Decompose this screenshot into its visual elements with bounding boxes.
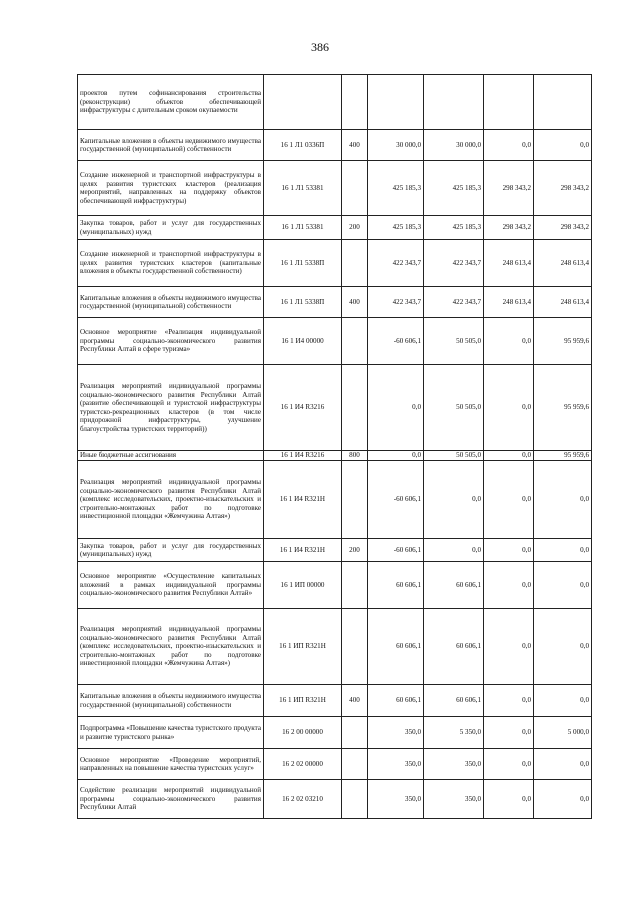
row-title: Содействие реализации мероприятий индивидуальной программы социально-экономического развития Республики Алтай	[78, 780, 264, 819]
value-col-2: 350,0	[424, 780, 484, 819]
target-code: 16 1 ИП 00000	[264, 562, 342, 609]
row-title: Закупка товаров, работ и услуг для государственных (муниципальных) нужд	[78, 216, 264, 240]
value-col-3: 0,0	[484, 562, 534, 609]
value-col-3	[484, 75, 534, 130]
value-col-2: 50 505,0	[424, 365, 484, 451]
value-col-3: 0,0	[484, 539, 534, 562]
target-code: 16 1 ИП R321Н	[264, 609, 342, 685]
value-col-4: 5 000,0	[534, 717, 592, 749]
value-col-4: 95 959,6	[534, 365, 592, 451]
value-col-3: 298 343,2	[484, 216, 534, 240]
value-col-3: 0,0	[484, 717, 534, 749]
value-col-2: 60 606,1	[424, 609, 484, 685]
table-row	[78, 562, 592, 609]
value-col-3: 0,0	[484, 609, 534, 685]
value-col-4: 248 613,4	[534, 240, 592, 287]
value-col-1: -60 606,1	[368, 539, 424, 562]
value-col-2: 50 505,0	[424, 318, 484, 365]
row-title: проектов путем софинансирования строительства (реконструкции) объектов обеспечивающей инфраструктуры с длительным сроком окупаемости	[78, 75, 264, 130]
value-col-2: 60 606,1	[424, 562, 484, 609]
row-title: Реализация мероприятий индивидуальной программы социально-экономического развития Республики Алтай (комплекс исследовательских, проектно-изыскательских и строительно-монтажных работ по подготовке инвестиционной площадки «Жемчужина Алтая»)	[78, 461, 264, 539]
value-col-3: 248 613,4	[484, 287, 534, 318]
row-title: Реализация мероприятий индивидуальной программы социально-экономического развития Республики Алтай (развитие обеспечивающей и туристской инфраструктуры туристско-рекреационных кластеров (в том числе придорожной инфраструктуры, улучшение благоустройства туристских территорий))	[78, 365, 264, 451]
target-code	[264, 75, 342, 130]
table-row	[78, 451, 592, 461]
value-col-2: 350,0	[424, 749, 484, 780]
row-title: Закупка товаров, работ и услуг для государственных (муниципальных) нужд	[78, 539, 264, 562]
budget-table-body	[78, 75, 592, 819]
row-title: Основное мероприятие «Проведение мероприятий, направленных на повышение качества туристских услуг»	[78, 749, 264, 780]
expense-type	[342, 609, 368, 685]
value-col-3: 0,0	[484, 685, 534, 717]
table-row	[78, 685, 592, 717]
value-col-1: -60 606,1	[368, 461, 424, 539]
expense-type: 200	[342, 539, 368, 562]
value-col-2	[424, 75, 484, 130]
table-row	[78, 318, 592, 365]
expense-type: 400	[342, 130, 368, 161]
value-col-2: 60 606,1	[424, 685, 484, 717]
expense-type	[342, 75, 368, 130]
target-code: 16 2 00 00000	[264, 717, 342, 749]
target-code: 16 1 И4 00000	[264, 318, 342, 365]
value-col-2: 0,0	[424, 461, 484, 539]
value-col-2: 425 185,3	[424, 216, 484, 240]
row-title: Реализация мероприятий индивидуальной программы социально-экономического развития Республики Алтай (комплекс исследовательских, проектно-изыскательских и строительно-монтажных работ по подготовке инвестиционной площадки «Жемчужина Алтая»)	[78, 609, 264, 685]
value-col-1	[368, 75, 424, 130]
value-col-1: 60 606,1	[368, 609, 424, 685]
budget-table	[77, 74, 592, 819]
value-col-1: 60 606,1	[368, 562, 424, 609]
value-col-1: 422 343,7	[368, 240, 424, 287]
expense-type	[342, 749, 368, 780]
table-row	[78, 749, 592, 780]
expense-type	[342, 717, 368, 749]
value-col-4: 298 343,2	[534, 161, 592, 216]
target-code: 16 1 И4 R3216	[264, 365, 342, 451]
row-title: Капитальные вложения в объекты недвижимого имущества государственной (муниципальной) собственности	[78, 685, 264, 717]
target-code: 16 1 И4 R321Н	[264, 461, 342, 539]
expense-type	[342, 240, 368, 287]
value-col-2: 425 185,3	[424, 161, 484, 216]
target-code: 16 1 И4 R321Н	[264, 539, 342, 562]
value-col-3: 0,0	[484, 749, 534, 780]
row-title: Основное мероприятие «Осуществление капитальных вложений в рамках индивидуальной программы социально-экономического развития Республики Алтай»	[78, 562, 264, 609]
table-row	[78, 287, 592, 318]
expense-type: 400	[342, 287, 368, 318]
value-col-4: 0,0	[534, 539, 592, 562]
expense-type	[342, 780, 368, 819]
value-col-1: 350,0	[368, 780, 424, 819]
value-col-3: 0,0	[484, 318, 534, 365]
table-row	[78, 780, 592, 819]
table-row	[78, 609, 592, 685]
value-col-3: 0,0	[484, 780, 534, 819]
expense-type	[342, 365, 368, 451]
target-code: 16 1 Л1 53381	[264, 216, 342, 240]
value-col-4: 95 959,6	[534, 318, 592, 365]
value-col-1: 0,0	[368, 365, 424, 451]
value-col-3: 298 343,2	[484, 161, 534, 216]
target-code: 16 1 Л1 0336П	[264, 130, 342, 161]
value-col-2: 0,0	[424, 539, 484, 562]
target-code: 16 2 02 00000	[264, 749, 342, 780]
expense-type: 800	[342, 451, 368, 461]
value-col-4: 0,0	[534, 130, 592, 161]
value-col-1: -60 606,1	[368, 318, 424, 365]
expense-type: 200	[342, 216, 368, 240]
target-code: 16 2 02 03210	[264, 780, 342, 819]
table-row	[78, 130, 592, 161]
target-code: 16 1 И4 R3216	[264, 451, 342, 461]
expense-type	[342, 318, 368, 365]
row-title: Создание инженерной и транспортной инфраструктуры в целях развития туристских кластеров (капитальные вложения в объекты государственной собственности)	[78, 240, 264, 287]
value-col-4: 248 613,4	[534, 287, 592, 318]
row-title: Основное мероприятие «Реализация индивидуальной программы социально-экономического развития Республики Алтай в сфере туризма»	[78, 318, 264, 365]
row-title: Капитальные вложения в объекты недвижимого имущества государственной (муниципальной) собственности	[78, 287, 264, 318]
value-col-4: 298 343,2	[534, 216, 592, 240]
value-col-4: 0,0	[534, 780, 592, 819]
value-col-4: 0,0	[534, 461, 592, 539]
value-col-1: 422 343,7	[368, 287, 424, 318]
value-col-4: 0,0	[534, 749, 592, 780]
target-code: 16 1 Л1 53381	[264, 161, 342, 216]
row-title: Создание инженерной и транспортной инфраструктуры в целях развития туристских кластеров (реализация мероприятий, направленных на поддержку объектов обеспечивающей инфраструктуры)	[78, 161, 264, 216]
expense-type: 400	[342, 685, 368, 717]
value-col-1: 425 185,3	[368, 216, 424, 240]
value-col-3: 0,0	[484, 451, 534, 461]
table-row	[78, 240, 592, 287]
value-col-2: 50 505,0	[424, 451, 484, 461]
table-row	[78, 539, 592, 562]
expense-type	[342, 562, 368, 609]
value-col-2: 5 350,0	[424, 717, 484, 749]
value-col-1: 350,0	[368, 717, 424, 749]
target-code: 16 1 Л1 5338П	[264, 240, 342, 287]
table-row	[78, 717, 592, 749]
value-col-4: 0,0	[534, 609, 592, 685]
value-col-1: 425 185,3	[368, 161, 424, 216]
value-col-1: 30 000,0	[368, 130, 424, 161]
value-col-4: 95 959,6	[534, 451, 592, 461]
value-col-3: 0,0	[484, 461, 534, 539]
value-col-3: 0,0	[484, 365, 534, 451]
row-title: Капитальные вложения в объекты недвижимого имущества государственной (муниципальной) собственности	[78, 130, 264, 161]
row-title: Иные бюджетные ассигнования	[78, 451, 264, 461]
value-col-1: 60 606,1	[368, 685, 424, 717]
expense-type	[342, 161, 368, 216]
page-number: 386	[311, 40, 329, 54]
value-col-3: 248 613,4	[484, 240, 534, 287]
table-row	[78, 216, 592, 240]
target-code: 16 1 Л1 5338П	[264, 287, 342, 318]
table-row	[78, 461, 592, 539]
table-row	[78, 161, 592, 216]
value-col-4: 0,0	[534, 685, 592, 717]
table-row	[78, 365, 592, 451]
table-row	[78, 75, 592, 130]
target-code: 16 1 ИП R321Н	[264, 685, 342, 717]
value-col-4: 0,0	[534, 562, 592, 609]
row-title: Подпрограмма «Повышение качества туристского продукта и развитие туристского рынка»	[78, 717, 264, 749]
value-col-1: 350,0	[368, 749, 424, 780]
value-col-2: 422 343,7	[424, 240, 484, 287]
expense-type	[342, 461, 368, 539]
value-col-4	[534, 75, 592, 130]
value-col-3: 0,0	[484, 130, 534, 161]
value-col-2: 30 000,0	[424, 130, 484, 161]
value-col-2: 422 343,7	[424, 287, 484, 318]
value-col-1: 0,0	[368, 451, 424, 461]
